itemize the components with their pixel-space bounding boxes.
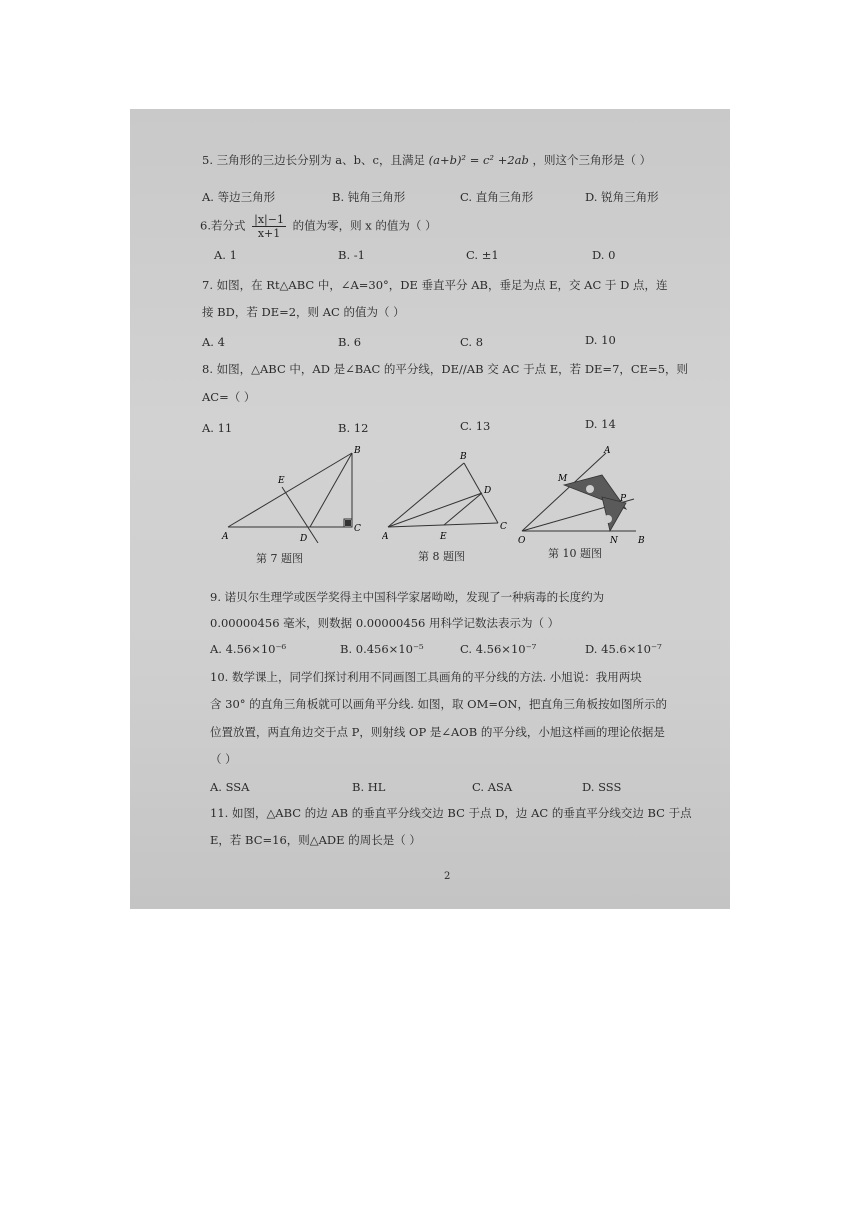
figure-8 xyxy=(382,443,512,543)
q9-option-c: C. 4.56×10⁻⁷ xyxy=(460,642,537,656)
figure-7 xyxy=(220,443,370,543)
q9-option-d: D. 45.6×10⁻⁷ xyxy=(585,642,662,656)
fig8-label-d: D xyxy=(484,486,492,496)
q8-line-1: 8. 如图，△ABC 中，AD 是∠BAC 的平分线，DE//AB 交 AC 于点 E，若 DE=7，CE=5，则 xyxy=(202,362,689,376)
q7-line-2: 接 BD，若 DE=2，则 AC 的值为（ ） xyxy=(202,305,405,319)
q10-option-c: C. ASA xyxy=(472,780,513,794)
q5-option-b: B. 钝角三角形 xyxy=(332,190,406,204)
q9-line-1: 9. 诺贝尔生理学或医学奖得主中国科学家屠呦呦，发现了一种病毒的长度约为 xyxy=(210,590,605,604)
q7-option-b: B. 6 xyxy=(338,335,362,349)
fig8-label-a: A xyxy=(382,532,389,542)
q5-option-c: C. 直角三角形 xyxy=(460,190,534,204)
fig8-label-e: E xyxy=(440,532,447,542)
q6-option-a: A. 1 xyxy=(214,248,237,262)
q8-option-a: A. 11 xyxy=(202,421,233,435)
q10-option-d: D. SSS xyxy=(582,780,622,794)
fig10-label-a: A xyxy=(604,446,611,456)
q11-line-1: 11. 如图，△ABC 的边 AB 的垂直平分线交边 BC 于点 D，边 AC 的垂直平分线交边 BC 于点 xyxy=(210,806,692,820)
q11-line-2: E，若 BC=16，则△ADE 的周长是（ ） xyxy=(210,833,421,847)
q6-option-c: C. ±1 xyxy=(466,248,499,262)
q9-option-a: A. 4.56×10⁻⁶ xyxy=(210,642,287,656)
q8-line-2: AC=（ ） xyxy=(202,390,256,404)
q9-line-2: 0.00000456 毫米，则数据 0.00000456 用科学记数法表示为（ ） xyxy=(210,616,560,630)
q10-line-3: 位置放置，两直角边交于点 P，则射线 OP 是∠AOB 的平分线，小旭这样画的理论依据是 xyxy=(210,725,665,739)
q5-suffix: ，则这个三角形是（ ） xyxy=(532,153,652,167)
q6-option-d: D. 0 xyxy=(592,248,616,262)
figure-8-caption: 第 8 题图 xyxy=(418,550,465,563)
q9-option-b: B. 0.456×10⁻⁵ xyxy=(340,642,424,656)
figure-7-caption: 第 7 题图 xyxy=(256,552,303,565)
q10-option-b: B. HL xyxy=(352,780,386,794)
fig10-label-m: M xyxy=(558,474,568,484)
q5-formula: (a+b)² = c² +2ab xyxy=(428,153,529,167)
q7-option-d: D. 10 xyxy=(585,333,616,347)
question-5 xyxy=(202,153,651,167)
fig8-label-b: B xyxy=(460,452,467,462)
q6-numerator: |x|−1 xyxy=(254,213,284,226)
q10-option-a: A. SSA xyxy=(210,780,250,794)
fig7-label-c: C xyxy=(354,524,361,534)
q5-option-a: A. 等边三角形 xyxy=(202,190,276,204)
q5-prefix: 5. 三角形的三边长分别为 a、b、c，且满足 xyxy=(202,153,425,167)
q7-option-c: C. 8 xyxy=(460,335,484,349)
q10-line-2: 含 30° 的直角三角板就可以画角平分线. 如图，取 OM=ON，把直角三角板按如图所示的 xyxy=(210,697,667,711)
photographed-exam-page xyxy=(130,109,730,909)
q7-option-a: A. 4 xyxy=(202,335,225,349)
q5-option-d: D. 锐角三角形 xyxy=(585,190,659,204)
fig7-label-a: A xyxy=(222,532,229,542)
q10-line-1: 10. 数学课上，同学们探讨利用不同画图工具画角的平分线的方法. 小旭说：我用两块 xyxy=(210,670,642,684)
figure-10 xyxy=(518,443,648,543)
q8-option-b: B. 12 xyxy=(338,421,369,435)
fig8-label-c: C xyxy=(500,522,507,532)
fig7-label-e: E xyxy=(278,476,285,486)
q6-prefix: 6.若分式 xyxy=(200,218,246,233)
q6-suffix: 的值为零，则 x 的值为（ ） xyxy=(292,218,437,233)
fig10-label-b: B xyxy=(638,536,645,543)
fig10-label-o: O xyxy=(518,536,526,543)
fig7-label-b: B xyxy=(354,446,361,456)
page-number: 2 xyxy=(444,871,451,882)
q7-line-1: 7. 如图，在 Rt△ABC 中，∠A=30°，DE 垂直平分 AB，垂足为点 E，交 AC 于 D 点，连 xyxy=(202,278,668,292)
q6-fraction xyxy=(252,213,286,240)
figure-10-caption: 第 10 题图 xyxy=(548,547,602,560)
fig10-label-n: N xyxy=(610,536,618,543)
fig10-label-p: P xyxy=(620,494,627,504)
q6-option-b: B. -1 xyxy=(338,248,365,262)
question-6 xyxy=(200,213,437,240)
fig7-label-d: D xyxy=(300,534,308,543)
q10-line-4: （ ） xyxy=(210,752,237,766)
q8-option-d: D. 14 xyxy=(585,417,616,431)
q6-denominator: x+1 xyxy=(257,227,281,240)
q8-option-c: C. 13 xyxy=(460,419,491,433)
